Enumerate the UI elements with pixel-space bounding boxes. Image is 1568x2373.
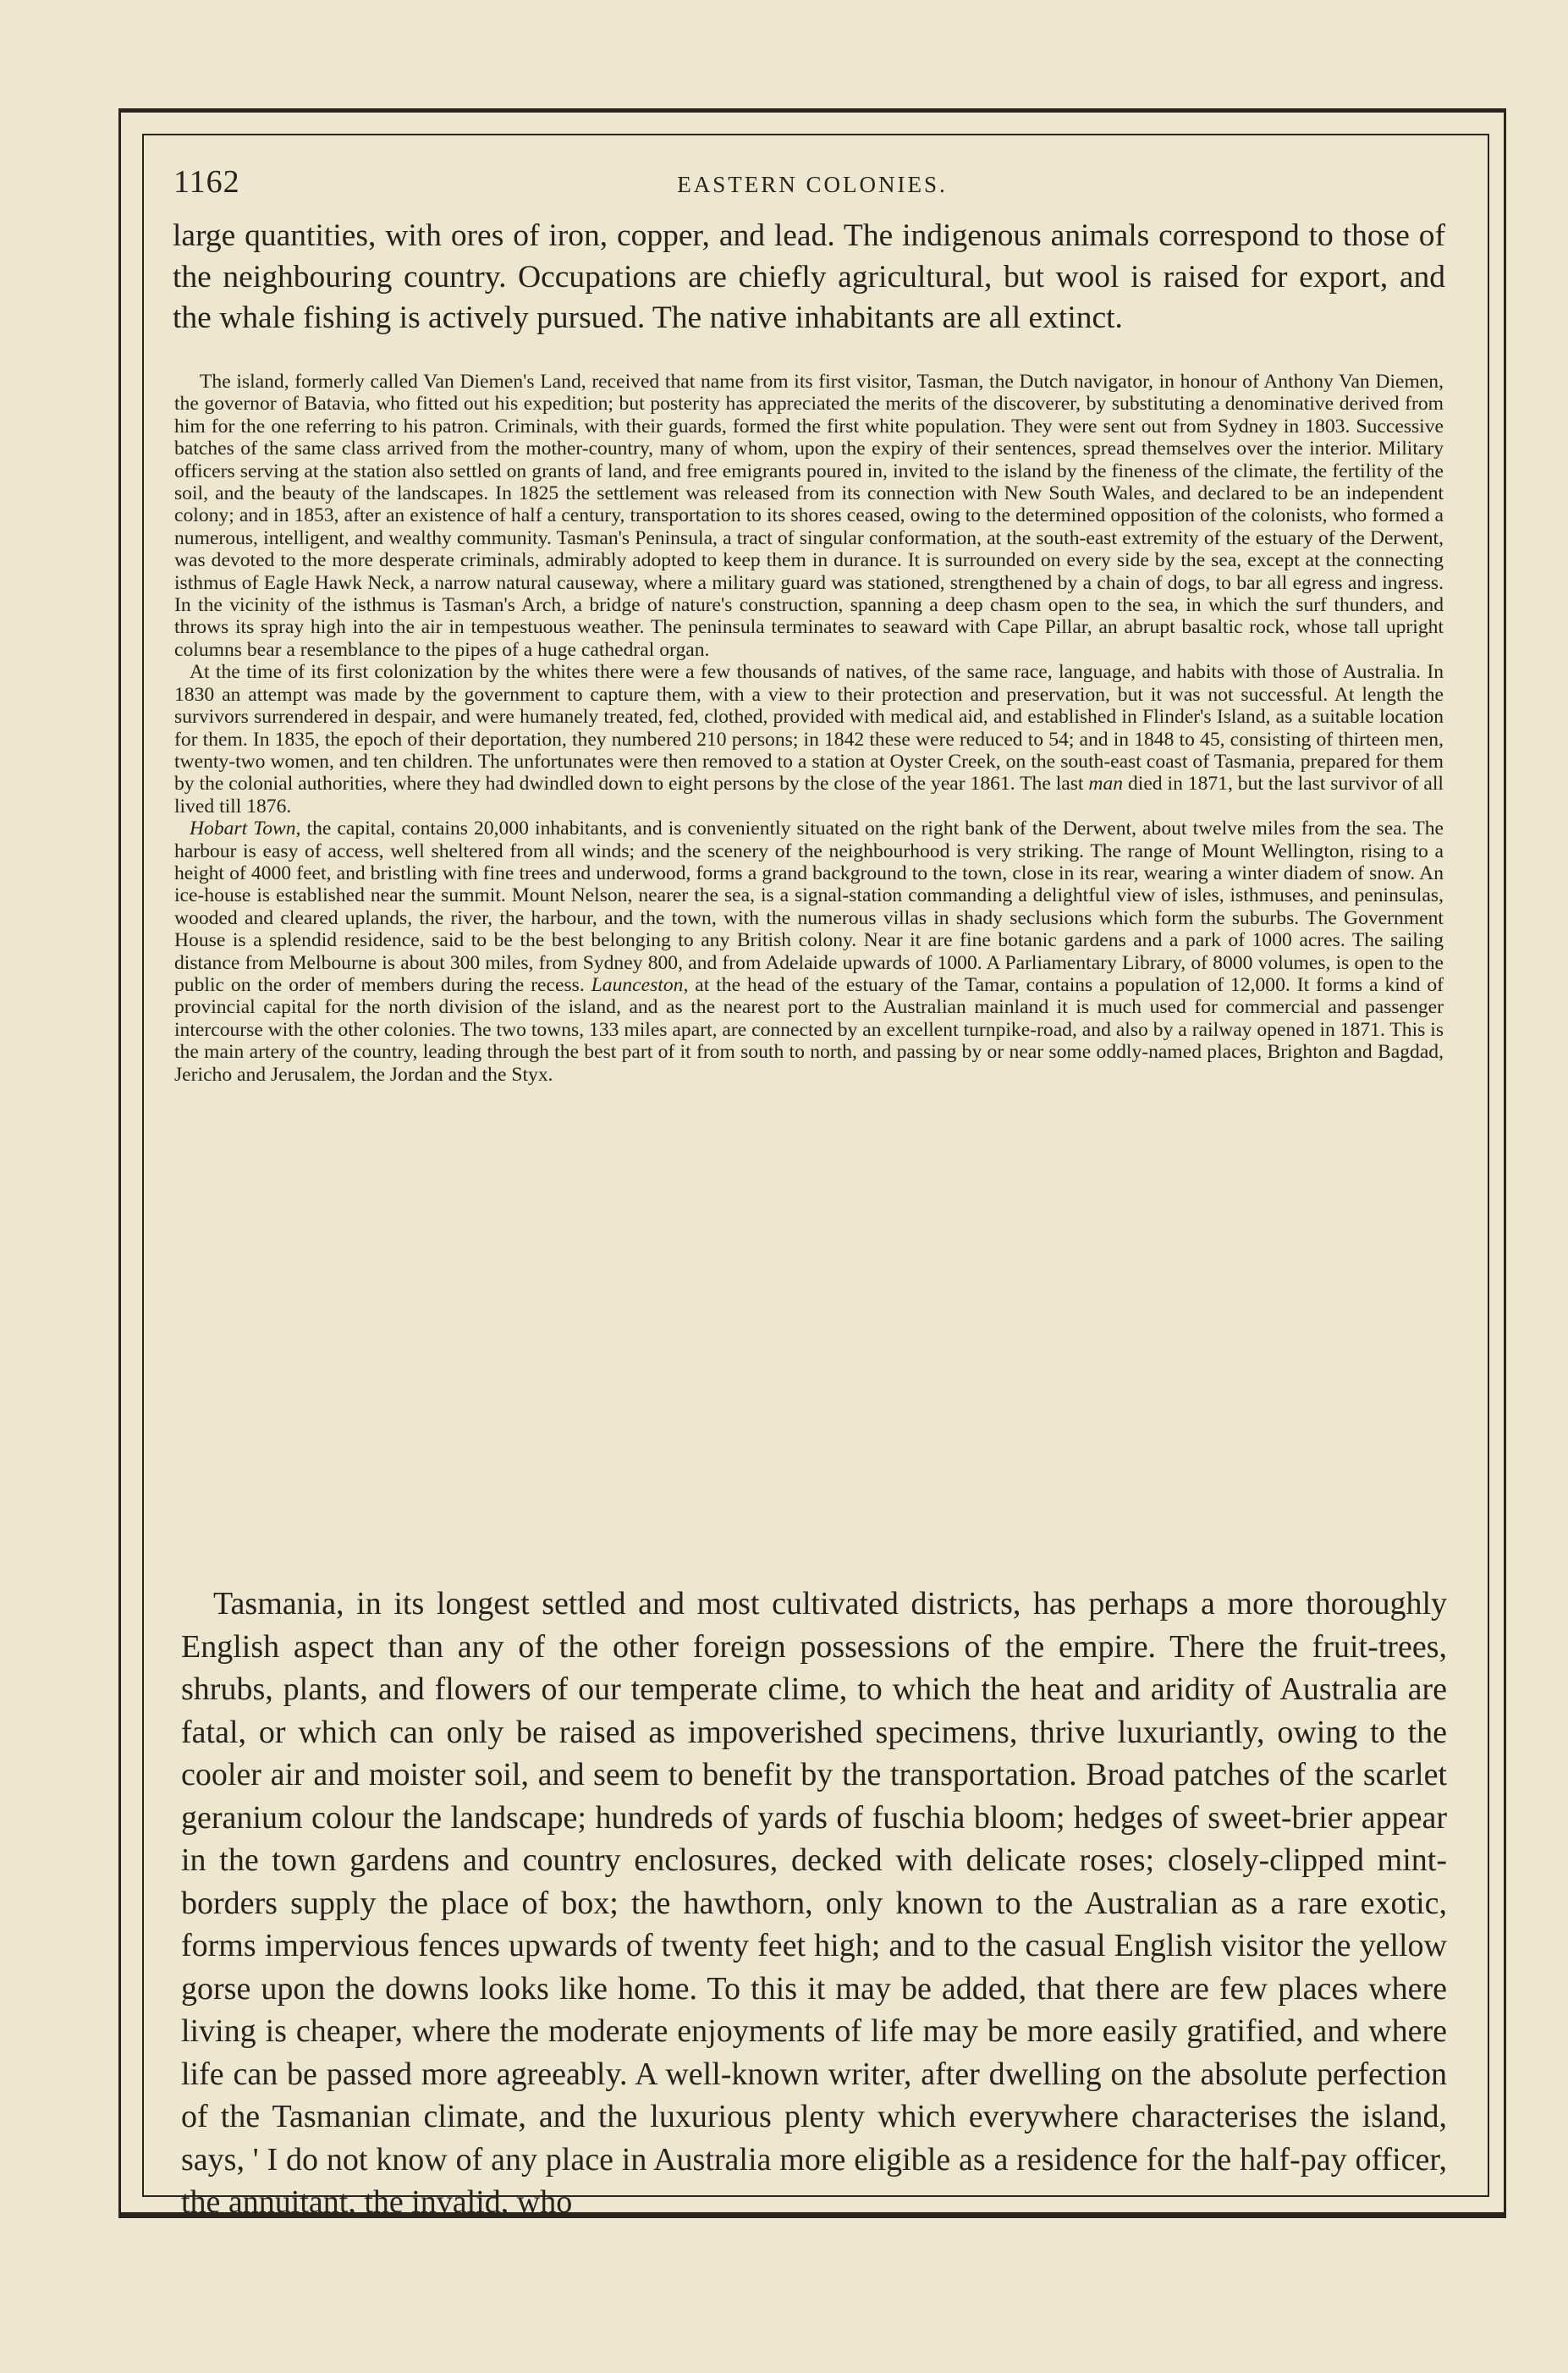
small-print-section (174, 371, 1444, 1086)
p3-end: at the head of the estuary of the Tamar, contains a population of 12,000. It forms a kind of provincial capital for the north division of the island, and as the nearest port to the Australian mainland it is much used for commercial and passenger intercourse with the other colonies. The two towns, 133 miles apart, are connected by an excellent turnpike-road, and also by a railway opened in 1871. This is the main artery of the country, leading through the best part of it from south to north, and passing by or near some oddly-named places, Brighton and Bagdad, Jericho and Jerusalem, the Jordan and the Styx. (174, 973, 1444, 1086)
p3-text: the capital, contains 20,000 inhabitants, and is conveniently situated on the right bank of the Derwent, about twelve miles from the sea. The harbour is easy of access, well sheltered from all winds; and the scenery of the neighbourhood is very striking. The range of Mount Wellington, rising to a height of 4000 feet, and bristling with fine trees and underwood, forms a grand background to the town, close in its rear, wearing a winter diadem of snow. An ice-house is established near the summit. Mount Nelson, nearer the sea, is a signal-station commanding a delightful view of isles, isthmuses, and peninsulas, wooded and cleared uplands, the river, the harbour, and the town, with the numerous villas in shady seclusions which form the suburbs. The Government House is a splendid residence, said to be the best belonging to any British colony. Near it are fine botanic gardens and a park of 1000 acres. The sailing distance from Melbourne is about 300 miles, from Sydney 800, and from Adelaide upwards of 1000. A Parliamentary Library, of 8000 volumes, is open to the public on the order of members during the recess. (174, 818, 1444, 996)
small-print-paragraph-3 (174, 818, 1444, 1086)
lead-paragraph: large quantities, with ores of iron, copper, and lead. The indigenous animals correspond to those of the neighbouring country. Occupations are chiefly agricultural, but wool is raised for export, and the whale fishing is actively pursued. The native inhabitants are all extinct. (173, 218, 1445, 335)
p2-text: At the time of its first colonization by the whites there were a few thousands of natives, of the same race, language, and habits with those of Australia. In 1830 an attempt was made by the government to capture them, with a view to their protection and preservation, but it was not successful. At length the survivors surrendered in despair, and were humanely treated, fed, clothed, provided with medical aid, and established in Flinder's Island, as a suitable location for them. In 1835, the epoch of their deportation, they numbered 210 persons; in 1842 these were reduced to 54; and in 1848 to 45, consisting of thirteen men, twenty-two women, and ten children. The unfortunates were then removed to a station at Oyster Creek, on the south-east coast of Tasmania, prepared for them by the colonial authorities, where they had dwindled down to eight persons by the close of the year 1861. The last (174, 661, 1444, 796)
page-number: 1162 (173, 164, 240, 200)
p2-italic: man (1088, 773, 1124, 796)
page-header (173, 163, 1451, 206)
running-head: EASTERN COLONIES. (677, 172, 948, 197)
p3-italic-launceston: Launceston, (591, 973, 689, 996)
closing-section (181, 1583, 1447, 2224)
small-print-paragraph-1: The island, formerly called Van Diemen's Land, received that name from its first visitor, Tasman, the Dutch navigator, in honour of Anthony Van Diemen, the governor of Batavia, who fitted out his expedition; but posterity has appreciated the merits of the discoverer, by substituting a denominative derived from him for the one referring to his patron. Criminals, with their guards, formed the first white population. They were sent out from Sydney in 1803. Successive batches of the same class arrived from the mother-country, many of whom, upon the expiry of their sentences, spread themselves over the interior. Military officers serving at the station also settled on grants of land, and free emigrants poured in, invited to the island by the fineness of the climate, the fertility of the soil, and the beauty of the landscapes. In 1825 the settlement was released from its connection with New South Wales, and declared to be an independent colony; and in 1853, after an existence of half a century, transportation to its shores ceased, owing to the determined opposition of the colonists, who formed a numerous, intelligent, and wealthy community. Tasman's Peninsula, a tract of singular conformation, at the south-east extremity of the estuary of the Derwent, was devoted to the more desperate criminals, admirably adopted to keep them in durance. It is surrounded on every side by the sea, except at the connecting isthmus of Eagle Hawk Neck, a narrow natural causeway, where a military guard was stationed, strengthened by a chain of dogs, to bar all egress and ingress. In the vicinity of the isthmus is Tasman's Arch, a bridge of nature's construction, spanning a deep chasm open to the sea, in which the surf thunders, and throws its spray high into the air in tempestuous weather. The peninsula terminates to seaward with Cape Pillar, an abrupt basaltic rock, whose tall upright columns bear a resemblance to the pipes of a huge cathedral organ. (174, 371, 1444, 661)
small-print-paragraph-2 (174, 661, 1444, 818)
p3-italic-hobart: Hobart Town, (190, 818, 301, 840)
closing-paragraph: Tasmania, in its longest settled and most cultivated districts, has perhaps a more thoroughly English aspect than any of the other foreign possessions of the empire. There the fruit-trees, shrubs, plants, and flowers of our temperate clime, to which the heat and aridity of Australia are fatal, or which can only be raised as impoverished specimens, thrive luxuriantly, owing to the cooler air and moister soil, and seem to benefit by the transportation. Broad patches of the scarlet geranium colour the landscape; hundreds of yards of fuschia bloom; hedges of sweet-brier appear in the town gardens and country enclosures, decked with delicate roses; closely-clipped mint-borders supply the place of box; the hawthorn, only known to the Australian as a rare exotic, forms impervious fences upwards of twenty feet high; and to the casual English visitor the yellow gorse upon the downs looks like home. To this it may be added, that there are few places where living is cheaper, where the moderate enjoyments of life may be more easily gratified, and where life can be passed more agreeably. A well-known writer, after dwelling on the absolute perfection of the Tasmanian climate, and the luxurious plenty which everywhere characterises the island, says, ' I do not know of any place in Australia more eligible as a residence for the half-pay officer, the annuitant, the invalid, who (181, 1586, 1447, 2220)
p2-end: died in 1871, but the last survivor of all lived till 1876. (174, 773, 1444, 818)
